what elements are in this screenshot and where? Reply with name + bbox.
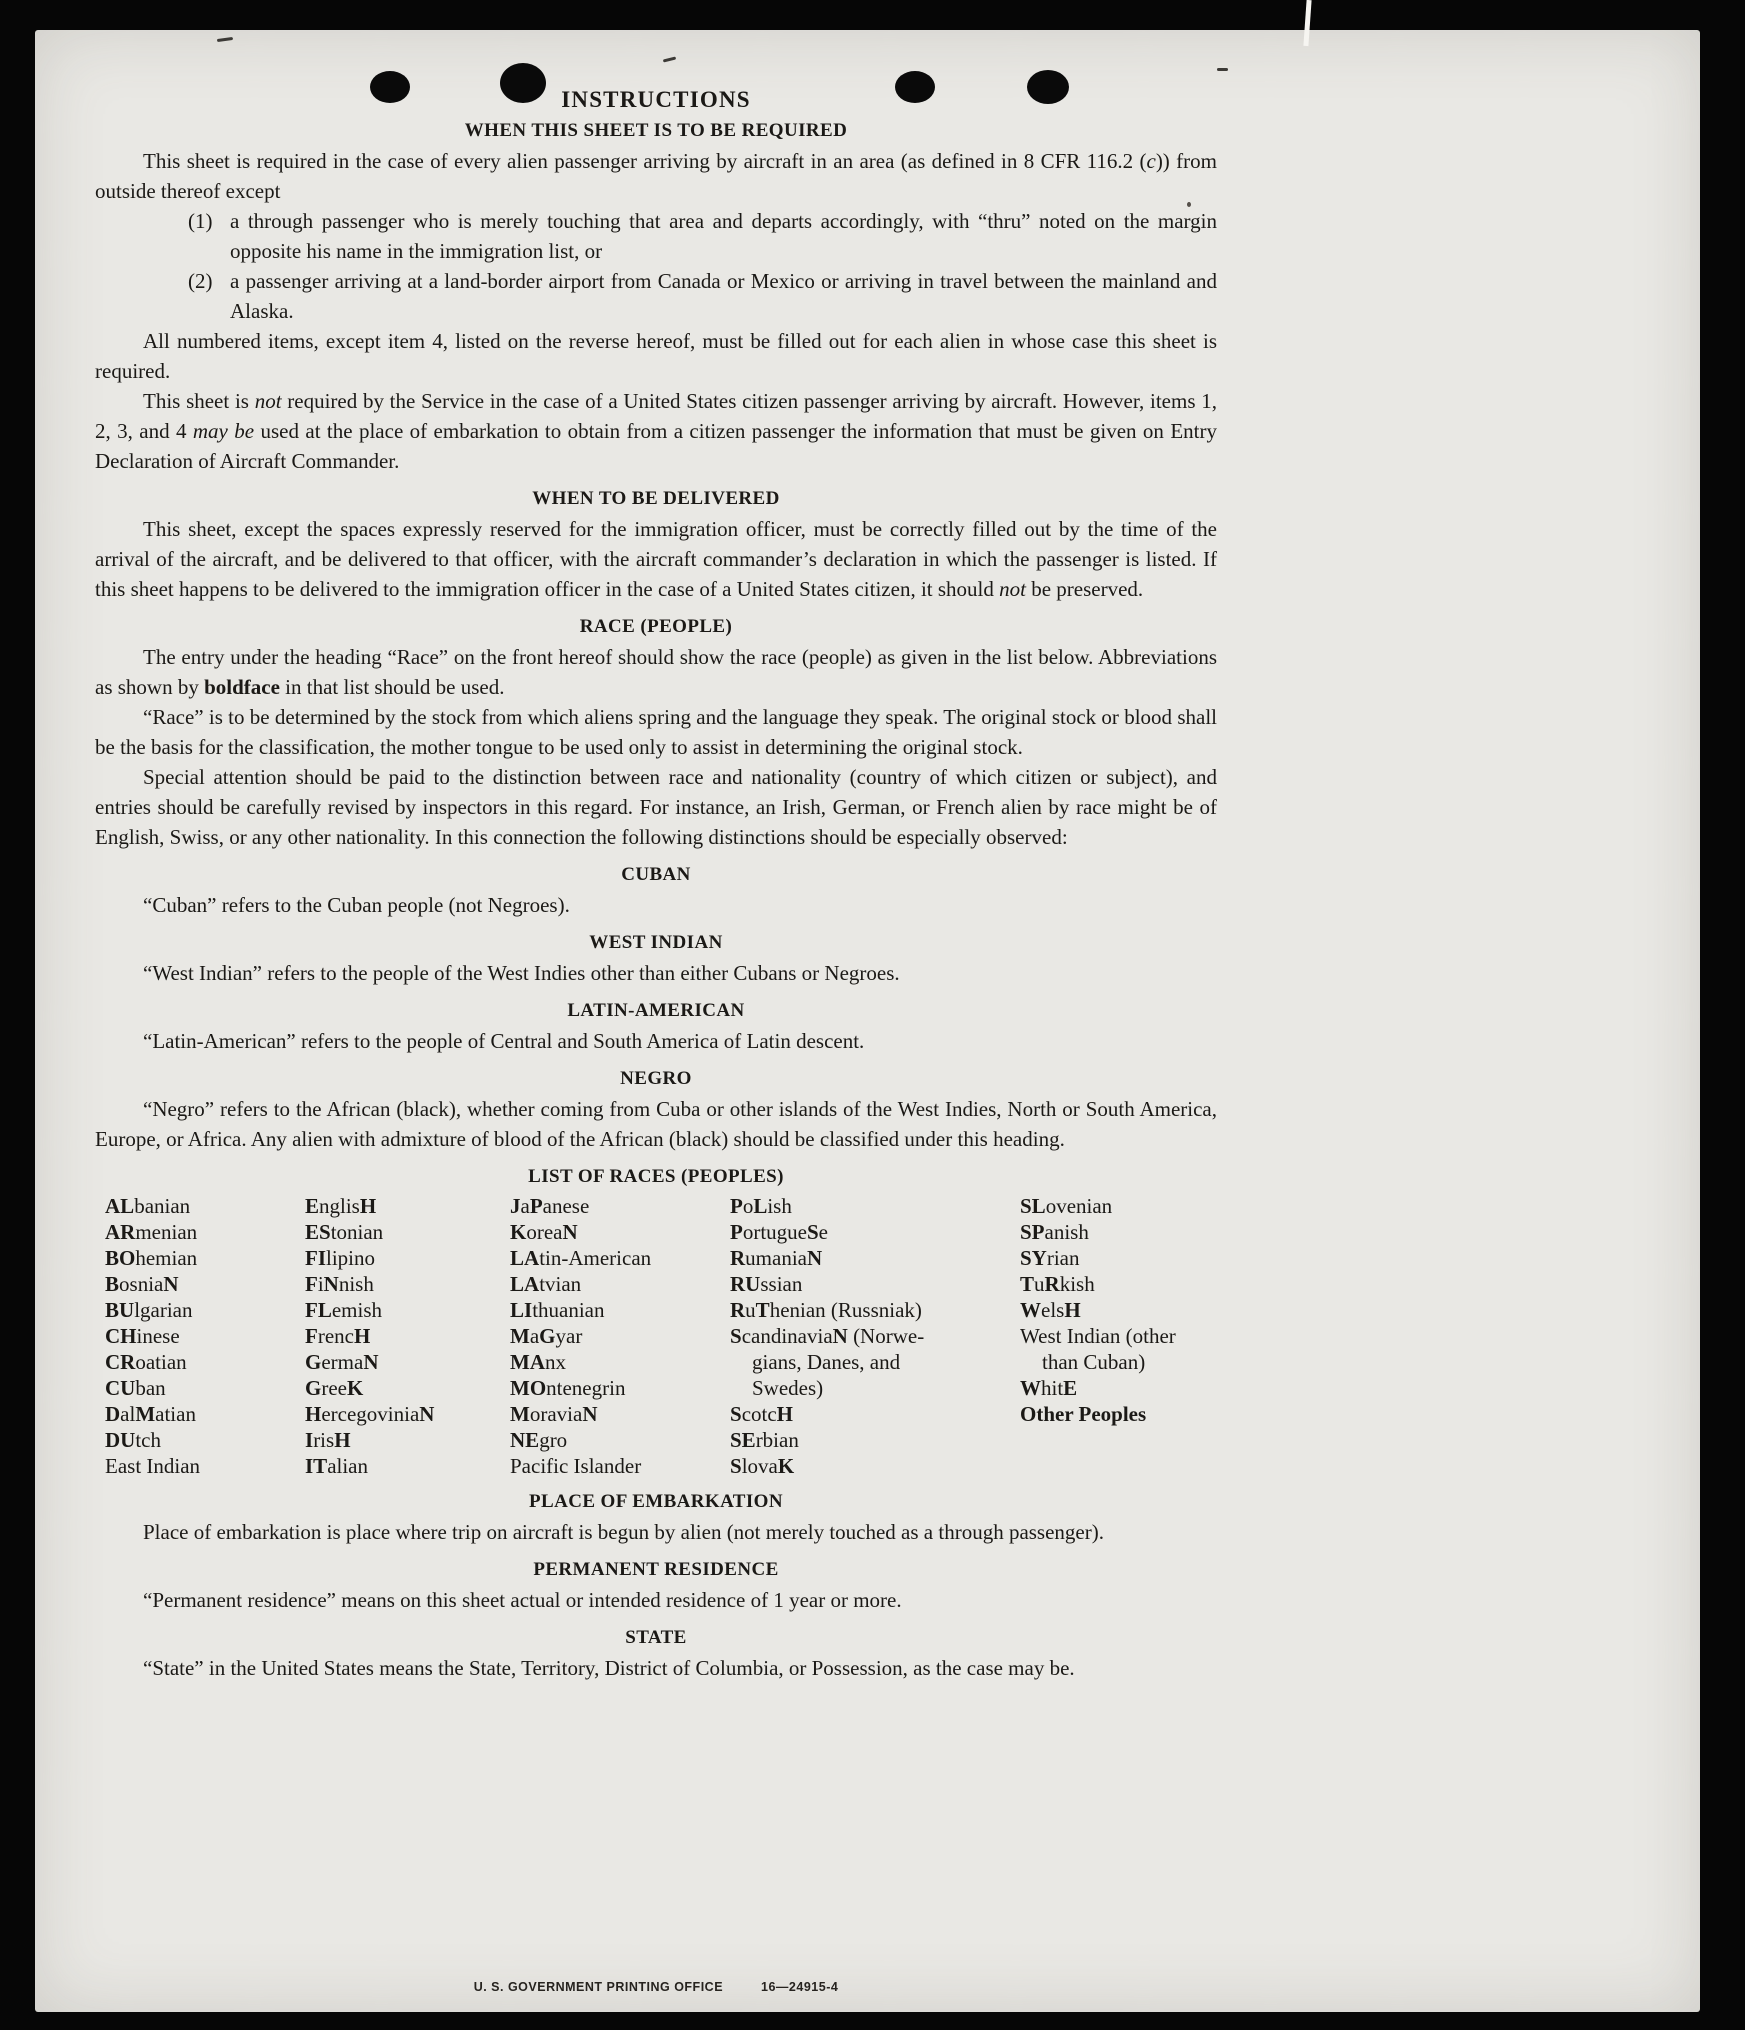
bold-text-segment: D — [105, 1402, 121, 1426]
bold-text-segment: N — [363, 1350, 379, 1374]
bold-text-segment: G — [305, 1376, 322, 1400]
bold-text-segment: AL — [105, 1194, 135, 1218]
races-column — [730, 1193, 1020, 1479]
section-heading: WEST INDIAN — [589, 932, 723, 953]
text-segment: umania — [745, 1246, 807, 1270]
paragraph — [95, 762, 1217, 852]
bold-text-segment: K — [510, 1220, 527, 1244]
races-column — [510, 1193, 730, 1479]
text-segment: erma — [321, 1350, 364, 1374]
text-segment: in that list should be used. — [279, 675, 505, 699]
race-item — [1020, 1219, 1217, 1245]
bold-text-segment: S — [730, 1454, 742, 1478]
bold-text-segment: CR — [105, 1350, 136, 1374]
text-segment: )) from outside thereof except — [95, 149, 1217, 203]
paragraph — [95, 514, 1217, 604]
bold-text-segment: P — [529, 1194, 543, 1218]
text-segment: atian — [155, 1402, 196, 1426]
race-item — [510, 1401, 730, 1427]
paragraph — [95, 702, 1217, 762]
text-segment: “Permanent residence” means on this sheet actual or intended residence of 1 year or more. — [143, 1588, 902, 1612]
bold-text-segment: H — [334, 1428, 351, 1452]
race-item — [305, 1245, 510, 1271]
race-item — [305, 1323, 510, 1349]
text-segment: Swedes) — [752, 1376, 824, 1400]
italic-text-segment: not — [999, 577, 1026, 601]
bold-text-segment: AR — [105, 1220, 136, 1244]
section-heading: PLACE OF EMBARKATION — [529, 1491, 783, 1512]
paragraph — [95, 958, 1217, 988]
race-item — [510, 1219, 730, 1245]
bold-text-segment: R — [1044, 1272, 1060, 1296]
section-heading: CUBAN — [621, 864, 691, 885]
section-heading: LIST OF RACES (PEOPLES) — [528, 1166, 784, 1187]
race-item — [305, 1453, 510, 1479]
italic-text-segment: not — [254, 389, 282, 413]
bold-text-segment: M — [510, 1402, 530, 1426]
race-item — [1020, 1271, 1217, 1297]
race-item — [1020, 1193, 1217, 1219]
printer-imprint — [95, 1980, 1217, 1994]
race-item — [730, 1219, 1020, 1245]
bold-text-segment: SP — [1020, 1220, 1045, 1244]
text-segment: tonian — [330, 1220, 384, 1244]
italic-text-segment: may be — [192, 419, 255, 443]
bold-text-segment: FI — [305, 1246, 326, 1270]
race-item — [510, 1271, 730, 1297]
race-item — [730, 1427, 1020, 1453]
text-segment: nx — [545, 1350, 566, 1374]
text-segment: This sheet is required in the case of every alien passenger arriving by aircraft in an area (as defined in 8 CFR 116.2 ( — [143, 149, 1147, 173]
paragraph — [95, 890, 1217, 920]
text-segment: than Cuban) — [1042, 1350, 1146, 1374]
bold-text-segment: CH — [105, 1324, 137, 1348]
text-segment: cotc — [741, 1402, 777, 1426]
text-segment: “Cuban” refers to the Cuban people (not Negroes). — [143, 893, 570, 917]
text-segment: required by the Service in the case of a United States citizen passenger arriving by aircraft. However, items 1, 2, 3, and 4 — [95, 389, 1217, 443]
paragraph — [95, 386, 1217, 476]
bold-text-segment: RU — [730, 1272, 761, 1296]
race-item — [730, 1401, 1020, 1427]
race-item — [730, 1323, 1020, 1401]
text-segment: be preserved. — [1025, 577, 1144, 601]
text-segment: a through passenger who is merely touching that area and departs accordingly, with “thru” noted on the margin opposite his name in the immigration list, or — [230, 209, 1217, 263]
paragraph — [95, 1026, 1217, 1056]
text-segment: gians, Danes, and — [752, 1350, 901, 1374]
section-heading: RACE (PEOPLE) — [579, 616, 733, 637]
text-segment: u — [745, 1298, 756, 1322]
bold-text-segment: N — [562, 1220, 578, 1244]
section-heading: WHEN TO BE DELIVERED — [532, 488, 780, 509]
bold-text-segment: S — [806, 1220, 819, 1244]
race-item — [1020, 1323, 1217, 1375]
bold-text-segment: H — [1064, 1298, 1081, 1322]
race-item — [305, 1193, 510, 1219]
text-segment: ree — [321, 1376, 347, 1400]
text-segment: rbian — [755, 1428, 799, 1452]
bold-text-segment: K — [777, 1454, 795, 1478]
bold-text-segment: F — [305, 1324, 318, 1348]
text-segment: al — [120, 1402, 136, 1426]
bold-text-segment: FL — [305, 1298, 332, 1322]
race-item — [305, 1427, 510, 1453]
race-item — [305, 1271, 510, 1297]
text-segment: ish — [767, 1194, 792, 1218]
paragraph — [95, 326, 1217, 386]
text-segment: alian — [327, 1454, 368, 1478]
bold-text-segment: N — [832, 1324, 848, 1348]
race-item — [105, 1401, 305, 1427]
bold-text-segment: BU — [105, 1298, 135, 1322]
text-segment: tin-American — [539, 1246, 652, 1270]
text-segment: a — [520, 1194, 530, 1218]
race-item — [105, 1375, 305, 1401]
race-item — [105, 1297, 305, 1323]
text-segment: ban — [135, 1376, 166, 1400]
text-segment: u — [1034, 1272, 1045, 1296]
bold-text-segment: J — [510, 1194, 521, 1218]
bold-text-segment: W — [1020, 1376, 1041, 1400]
text-segment: banian — [134, 1194, 191, 1218]
paragraph — [95, 642, 1217, 702]
section-heading: STATE — [625, 1627, 687, 1648]
text-segment: anish — [1044, 1220, 1089, 1244]
bold-text-segment: R — [730, 1246, 746, 1270]
text-segment: hemian — [135, 1246, 198, 1270]
races-list — [105, 1193, 1217, 1479]
bold-text-segment: ES — [305, 1220, 331, 1244]
bold-text-segment: S — [730, 1402, 742, 1426]
bold-text-segment: NE — [510, 1428, 540, 1452]
text-segment: ssian — [760, 1272, 803, 1296]
form-number: 16—24915-4 — [761, 1980, 839, 1994]
text-segment: East Indian — [105, 1454, 201, 1478]
text-segment: This sheet, except the spaces expressly reserved for the immigration officer, must be correctly filled out by the time of the arrival of the aircraft, and be delivered to that officer, with the aircraft commander’s declaration in which the passenger is listed. If this sheet happens to be delivered to the immigration officer in the case of a United States citizen, it should — [95, 517, 1217, 601]
bold-text-segment: SE — [730, 1428, 756, 1452]
text-segment: o — [742, 1194, 754, 1218]
text-segment: oravia — [529, 1402, 583, 1426]
text-segment: This sheet is — [143, 389, 255, 413]
race-item — [305, 1401, 510, 1427]
race-item — [1020, 1401, 1217, 1427]
page-title: INSTRUCTIONS — [561, 87, 751, 112]
text-segment: menian — [135, 1220, 198, 1244]
numbered-item — [95, 206, 1217, 266]
race-item — [305, 1219, 510, 1245]
race-item — [510, 1245, 730, 1271]
text-segment: Place of embarkation is place where trip on aircraft is begun by alien (not merely touched as a through passenger). — [143, 1520, 1104, 1544]
bold-text-segment: N — [419, 1402, 435, 1426]
race-item — [105, 1323, 305, 1349]
text-segment: e — [818, 1220, 828, 1244]
race-item — [730, 1245, 1020, 1271]
scan-artifact — [217, 37, 233, 42]
bold-text-segment: SL — [1020, 1194, 1046, 1218]
race-item — [305, 1349, 510, 1375]
bold-text-segment: CU — [105, 1376, 136, 1400]
text-segment: candinavia — [741, 1324, 833, 1348]
text-segment: anese — [542, 1194, 590, 1218]
text-segment: gro — [539, 1428, 568, 1452]
italic-text-segment: c — [1146, 149, 1156, 173]
section-heading: NEGRO — [620, 1068, 692, 1089]
bold-text-segment: N — [163, 1272, 179, 1296]
bold-text-segment: LA — [510, 1272, 540, 1296]
bold-text-segment: H — [305, 1402, 322, 1426]
paragraph — [95, 1094, 1217, 1154]
bold-text-segment: L — [753, 1194, 768, 1218]
race-item — [510, 1375, 730, 1401]
text-segment: rian — [1046, 1246, 1080, 1270]
text-segment: inese — [136, 1324, 180, 1348]
bold-text-segment: H — [359, 1194, 377, 1218]
text-segment: hit — [1041, 1376, 1064, 1400]
text-segment: “Negro” refers to the African (black), whether coming from Cuba or other islands of the West Indies, North or South America, Europe, or Africa. Any alien with admixture of blood of the African (black) should be classified under this heading. — [95, 1097, 1217, 1151]
text-segment: The entry under the heading “Race” on the front hereof should show the race (people) as given in the list below. Abbreviations as shown by — [95, 645, 1217, 699]
race-item — [510, 1193, 730, 1219]
bold-text-segment: BO — [105, 1246, 136, 1270]
text-segment: tvian — [539, 1272, 582, 1296]
printed-area — [95, 85, 1217, 1683]
text-segment: “Race” is to be determined by the stock from which aliens spring and the language they speak. The original stock or blood shall be the basis for the classification, the mother tongue to be used only to assist in determining the original stock. — [95, 705, 1217, 759]
bold-text-segment: I — [305, 1428, 314, 1452]
race-item — [105, 1349, 305, 1375]
bold-text-segment: DU — [105, 1428, 136, 1452]
printer-name: U. S. GOVERNMENT PRINTING OFFICE — [473, 1980, 724, 1994]
text-segment: lova — [741, 1454, 778, 1478]
races-column — [105, 1193, 305, 1479]
race-item — [730, 1453, 1020, 1479]
text-segment: ris — [313, 1428, 335, 1452]
text-segment: osnia — [119, 1272, 164, 1296]
paragraph — [95, 1517, 1217, 1547]
text-segment: i — [317, 1272, 324, 1296]
race-item — [730, 1193, 1020, 1219]
bold-text-segment: T — [1020, 1272, 1035, 1296]
bold-text-segment: MO — [510, 1376, 547, 1400]
bold-text-segment: M — [510, 1324, 530, 1348]
race-item — [510, 1323, 730, 1349]
bold-text-segment: P — [730, 1220, 743, 1244]
race-item — [105, 1245, 305, 1271]
document-blocks — [95, 118, 1217, 1683]
text-segment: “State” in the United States means the State, Territory, District of Columbia, or Possession, as the case may be. — [143, 1656, 1075, 1680]
text-segment: oatian — [135, 1350, 187, 1374]
bold-text-segment: N — [323, 1272, 339, 1296]
race-item — [730, 1297, 1020, 1323]
race-item — [105, 1193, 305, 1219]
race-item — [1020, 1297, 1217, 1323]
race-item — [510, 1297, 730, 1323]
text-segment: a passenger arriving at a land-border airport from Canada or Mexico or arriving in travel between the mainland and Alaska. — [230, 269, 1217, 323]
race-item — [105, 1453, 305, 1479]
text-segment: ovenian — [1045, 1194, 1113, 1218]
text-segment: nish — [338, 1272, 374, 1296]
bold-text-segment: G — [539, 1324, 556, 1348]
bold-text-segment: LA — [510, 1246, 540, 1270]
race-item — [1020, 1375, 1217, 1401]
race-item — [510, 1453, 730, 1479]
text-segment: (Norwe- — [847, 1324, 925, 1348]
text-segment: ercegovinia — [321, 1402, 420, 1426]
bold-text-segment: MA — [510, 1350, 545, 1374]
bold-text-segment: P — [730, 1194, 743, 1218]
text-segment: “West Indian” refers to the people of the West Indies other than either Cubans or Negroes. — [143, 961, 900, 985]
race-item — [305, 1375, 510, 1401]
text-segment: nglis — [319, 1194, 360, 1218]
text-segment: emish — [331, 1298, 383, 1322]
scan-artifact — [1217, 68, 1228, 71]
bold-text-segment: R — [730, 1298, 746, 1322]
bold-text-segment: T — [755, 1298, 770, 1322]
race-item — [730, 1271, 1020, 1297]
paragraph — [95, 146, 1217, 206]
section-heading: LATIN-AMERICAN — [567, 1000, 745, 1021]
bold-text-segment: N — [806, 1246, 823, 1270]
item-number: (2) — [188, 269, 213, 293]
text-segment: thuanian — [532, 1298, 605, 1322]
bold-text-segment: M — [135, 1402, 156, 1426]
bold-text-segment: N — [582, 1402, 598, 1426]
text-segment: ortugue — [742, 1220, 807, 1244]
race-item — [305, 1297, 510, 1323]
bold-text-segment: boldface — [204, 675, 280, 699]
race-item — [105, 1427, 305, 1453]
bold-text-segment: E — [305, 1194, 320, 1218]
text-segment: lipino — [326, 1246, 376, 1270]
text-segment: renc — [317, 1324, 354, 1348]
bold-text-segment: S — [730, 1324, 742, 1348]
text-segment: yar — [555, 1324, 583, 1348]
text-segment: used at the place of embarkation to obtain from a citizen passenger the information that must be given on Entry Declaration of Aircraft Commander. — [95, 419, 1217, 473]
section-heading: PERMANENT RESIDENCE — [533, 1559, 779, 1580]
bold-text-segment: Other Peoples — [1020, 1402, 1147, 1426]
paragraph — [95, 1585, 1217, 1615]
scan-artifact — [663, 56, 676, 62]
bold-text-segment: LI — [510, 1298, 533, 1322]
text-segment: “Latin-American” refers to the people of Central and South America of Latin descent. — [143, 1029, 865, 1053]
text-segment: Pacific Islander — [510, 1454, 642, 1478]
paragraph — [95, 1653, 1217, 1683]
section-heading: WHEN THIS SHEET IS TO BE REQUIRED — [464, 120, 848, 141]
text-segment: West Indian (other — [1020, 1324, 1176, 1348]
races-column — [1020, 1193, 1217, 1479]
bold-text-segment: G — [305, 1350, 322, 1374]
race-item — [510, 1349, 730, 1375]
race-item — [105, 1271, 305, 1297]
bold-text-segment: IT — [305, 1454, 328, 1478]
text-segment: a — [529, 1324, 540, 1348]
bold-text-segment: H — [353, 1324, 371, 1348]
text-segment: henian (Russniak) — [769, 1298, 922, 1322]
text-segment: els — [1041, 1298, 1065, 1322]
text-segment: orea — [526, 1220, 563, 1244]
numbered-item — [95, 266, 1217, 326]
bold-text-segment: E — [1063, 1376, 1078, 1400]
text-segment: Special attention should be paid to the distinction between race and nationality (country of which citizen or subject), and entries should be carefully revised by inspectors in this regard. For instance, an Irish, German, or French alien by race might be of English, Swiss, or any other nationality. In this connection the following distinctions should be especially observed: — [95, 765, 1217, 849]
bold-text-segment: B — [105, 1272, 120, 1296]
text-segment: All numbered items, except item 4, listed on the reverse hereof, must be filled out for each alien in whose case this sheet is required. — [95, 329, 1217, 383]
race-item — [1020, 1245, 1217, 1271]
race-item — [105, 1219, 305, 1245]
bold-text-segment: W — [1020, 1298, 1041, 1322]
text-segment: tch — [135, 1428, 161, 1452]
paper-sheet — [35, 30, 1700, 2012]
races-column — [305, 1193, 510, 1479]
bold-text-segment: H — [776, 1402, 794, 1426]
item-number: (1) — [188, 209, 213, 233]
bold-text-segment: K — [346, 1376, 364, 1400]
text-segment: ntenegrin — [546, 1376, 626, 1400]
text-segment: lgarian — [134, 1298, 193, 1322]
race-item — [510, 1427, 730, 1453]
bold-text-segment: SY — [1020, 1246, 1047, 1270]
text-segment: kish — [1059, 1272, 1095, 1296]
bold-text-segment: F — [305, 1272, 318, 1296]
